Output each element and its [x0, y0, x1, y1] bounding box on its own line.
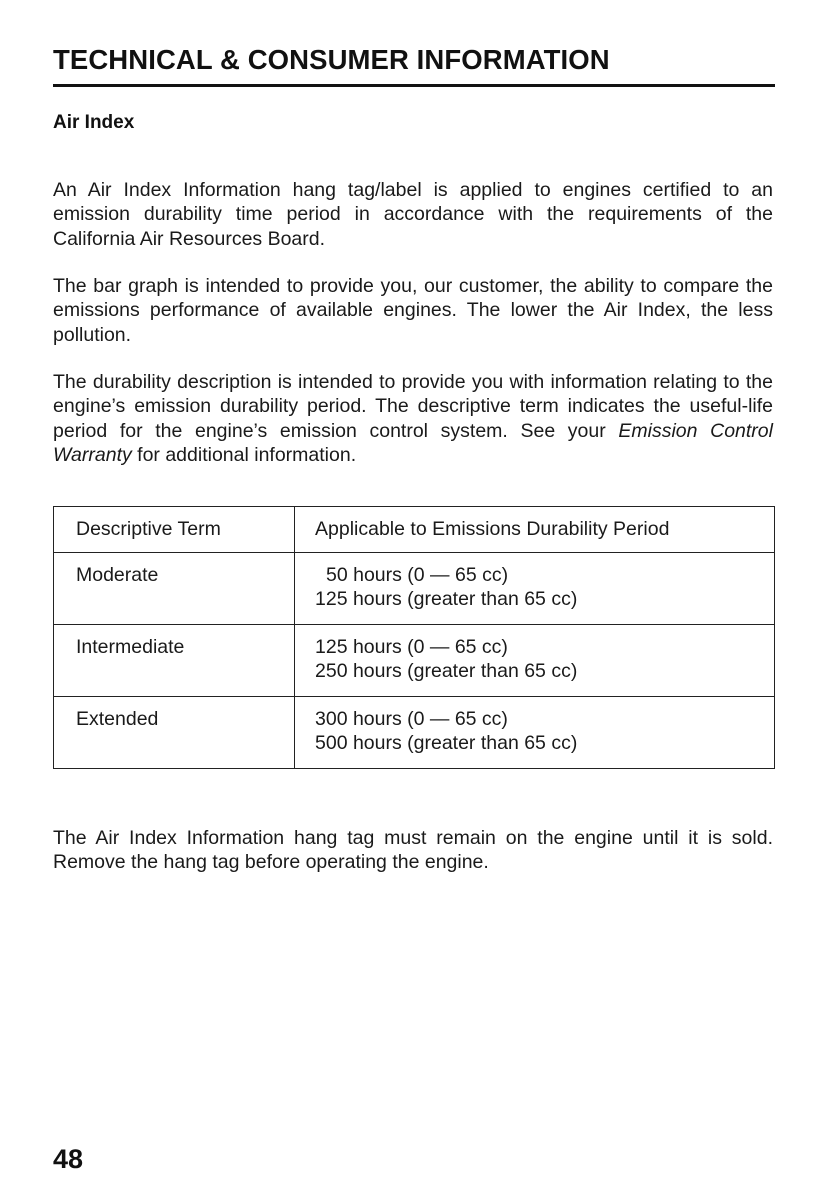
- term-cell: Moderate: [54, 553, 295, 625]
- period-line-large-engine: 500 hours (greater than 65 cc): [315, 732, 578, 754]
- period-cell: [295, 625, 775, 697]
- paragraph-bar-graph: The bar graph is intended to provide you, our customer, the ability to compare the emissions performance of available engines. The lower the Air Index, the less pollution.: [53, 274, 773, 346]
- table-row: [54, 625, 775, 697]
- table-header-row: [54, 507, 775, 553]
- warranty-reference: Emission Control Warranty: [53, 419, 773, 466]
- page-header-title: TECHNICAL & CONSUMER INFORMATION: [53, 44, 610, 75]
- period-line-small-engine: 125 hours (0 — 65 cc): [315, 636, 508, 658]
- paragraph-durability: [53, 370, 773, 468]
- period-line-large-engine: 250 hours (greater than 65 cc): [315, 660, 578, 682]
- term-cell: Extended: [54, 697, 295, 769]
- period-line-small-engine: 300 hours (0 — 65 cc): [315, 708, 508, 730]
- column-header-period: Applicable to Emissions Durability Period: [295, 507, 775, 553]
- paragraph-remove-tag: The Air Index Information hang tag must remain on the engine until it is sold. Remove the hang tag before operating the engine.: [53, 826, 773, 873]
- paragraph-hang-tag: An Air Index Information hang tag/label is applied to engines certified to an emission durability time period in accordance with the requirements of the California Air Resources Board.: [53, 178, 773, 250]
- section-title: Air Index: [53, 112, 135, 133]
- page-number: 48: [53, 1144, 84, 1174]
- period-line-large-engine: 125 hours (greater than 65 cc): [315, 588, 578, 610]
- header-rule: [53, 84, 775, 87]
- paragraph-durability-text-end: for additional information.: [131, 444, 357, 466]
- durability-table: [53, 506, 775, 769]
- paragraph-durability-text-start: The durability description is intended to provide you with information relating to the engine’s emission durability period. The descriptive term indicates the useful-life period for the engine’s emission control system. See your: [53, 370, 773, 442]
- column-header-term: Descriptive Term: [54, 507, 295, 553]
- period-cell: [295, 697, 775, 769]
- period-line-small-engine: 50 hours (0 — 65 cc): [326, 564, 509, 586]
- period-cell: [295, 553, 775, 625]
- table-row: [54, 553, 775, 625]
- term-cell: Intermediate: [54, 625, 295, 697]
- table-row: [54, 697, 775, 769]
